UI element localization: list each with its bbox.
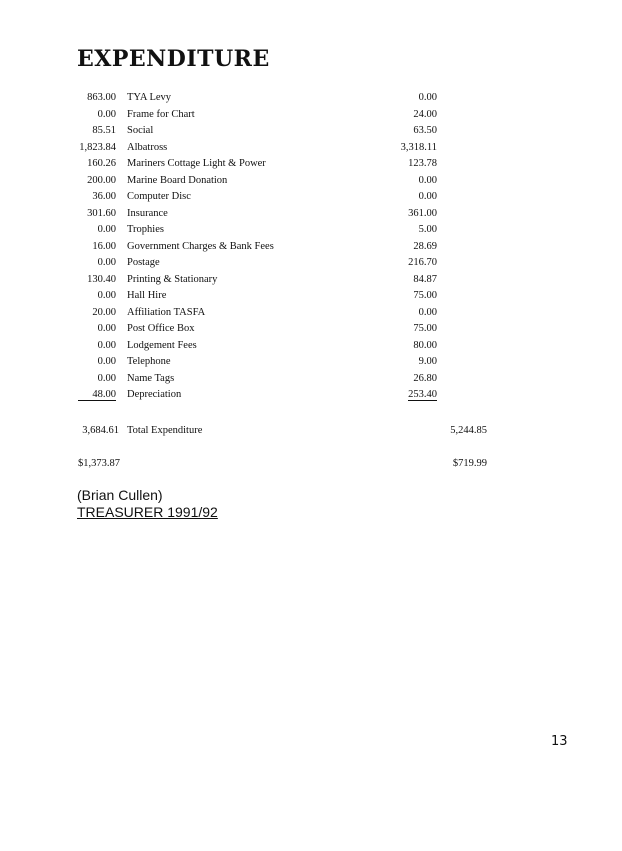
item-label: TYA Levy <box>127 92 172 103</box>
prev-year-value: 863.00 <box>87 92 116 103</box>
treasurer-role: TREASURER 1991/92 <box>77 504 218 520</box>
current-year-value: 28.69 <box>413 240 437 252</box>
current-year-value: 0.00 <box>418 191 437 202</box>
table-row <box>0 140 622 157</box>
prev-year-value: 48.00 <box>46 387 116 404</box>
current-year-value: 9.00 <box>418 356 437 367</box>
prev-year-value: 200.00 <box>87 174 116 186</box>
table-row <box>0 305 622 322</box>
table-row <box>0 354 622 371</box>
total-current-value: 5,244.85 <box>450 425 487 436</box>
item-label: Insurance <box>127 207 168 219</box>
prev-year-value: 20.00 <box>92 306 116 318</box>
item-label: Trophies <box>127 224 164 235</box>
prev-year-value: 0.00 <box>97 339 116 351</box>
current-year-value: 24.00 <box>413 108 437 120</box>
balance-current-value: $719.99 <box>452 458 487 469</box>
expenditure-table <box>0 90 622 404</box>
prev-year-value: 0.00 <box>97 257 116 268</box>
item-label: Computer Disc <box>127 191 191 202</box>
item-label: Hall Hire <box>127 290 167 301</box>
prev-year-value: 130.40 <box>87 273 116 285</box>
item-label: Marine Board Donation <box>127 174 228 186</box>
table-row <box>0 123 622 140</box>
table-row <box>0 222 622 239</box>
table-row <box>0 272 622 289</box>
table-row <box>0 156 622 173</box>
prev-year-value: 160.26 <box>87 158 116 169</box>
table-row <box>0 173 622 190</box>
total-row <box>0 423 622 439</box>
table-row <box>0 189 622 206</box>
prev-year-value: 0.00 <box>97 108 116 120</box>
signature-block <box>77 487 218 521</box>
current-year-value: 216.70 <box>408 257 437 268</box>
treasurer-name: (Brian Cullen) <box>77 487 163 503</box>
current-year-value: 361.00 <box>408 207 437 219</box>
prev-year-value: 0.00 <box>97 323 116 334</box>
balance-row <box>0 456 622 472</box>
table-row <box>0 90 622 107</box>
prev-year-value: 0.00 <box>97 372 116 384</box>
table-row <box>0 387 622 404</box>
item-label: Printing & Stationary <box>127 273 218 285</box>
current-year-value: 0.00 <box>418 174 437 186</box>
page-number: 13 <box>551 734 568 749</box>
item-label: Albatross <box>127 141 168 153</box>
item-label: Telephone <box>127 356 171 367</box>
current-year-value: 84.87 <box>413 273 437 285</box>
prev-year-value: 1,823.84 <box>79 141 116 153</box>
item-label: Mariners Cottage Light & Power <box>127 158 266 169</box>
prev-year-value: 16.00 <box>92 240 116 252</box>
page-title: EXPENDITURE <box>77 46 270 72</box>
prev-year-value: 36.00 <box>92 191 116 202</box>
item-label: Postage <box>127 257 160 268</box>
prev-year-value: 0.00 <box>97 290 116 301</box>
table-row <box>0 255 622 272</box>
current-year-value: 0.00 <box>418 92 437 103</box>
current-year-value: 0.00 <box>418 306 437 318</box>
current-year-value: 63.50 <box>413 125 437 136</box>
item-label: Depreciation <box>127 389 182 400</box>
item-label: Government Charges & Bank Fees <box>127 240 274 252</box>
current-year-value: 3,318.11 <box>400 141 437 153</box>
table-row <box>0 206 622 223</box>
current-year-value: 123.78 <box>408 158 437 169</box>
current-year-value: 75.00 <box>413 323 437 334</box>
table-row <box>0 288 622 305</box>
current-year-value: 26.80 <box>413 372 437 384</box>
prev-year-value: 85.51 <box>92 125 116 136</box>
item-label: Frame for Chart <box>127 108 195 120</box>
table-row <box>0 107 622 124</box>
current-year-value: 80.00 <box>413 339 437 351</box>
prev-year-value: 0.00 <box>97 224 116 235</box>
table-row <box>0 338 622 355</box>
balance-prev-value: $1,373.87 <box>78 458 120 469</box>
current-year-value: 253.40 <box>408 389 437 400</box>
total-label: Total Expenditure <box>127 425 203 436</box>
prev-year-value: 0.00 <box>97 356 116 367</box>
current-year-value: 75.00 <box>413 290 437 301</box>
item-label: Affiliation TASFA <box>127 306 206 318</box>
total-prev-value: 3,684.61 <box>82 425 119 436</box>
current-year-value: 5.00 <box>418 224 437 235</box>
item-label: Lodgement Fees <box>127 339 197 351</box>
item-label: Name Tags <box>127 372 175 384</box>
table-row <box>0 239 622 256</box>
prev-year-value: 301.60 <box>87 207 116 219</box>
table-row <box>0 321 622 338</box>
item-label: Social <box>127 125 154 136</box>
item-label: Post Office Box <box>127 323 195 334</box>
table-row <box>0 371 622 388</box>
